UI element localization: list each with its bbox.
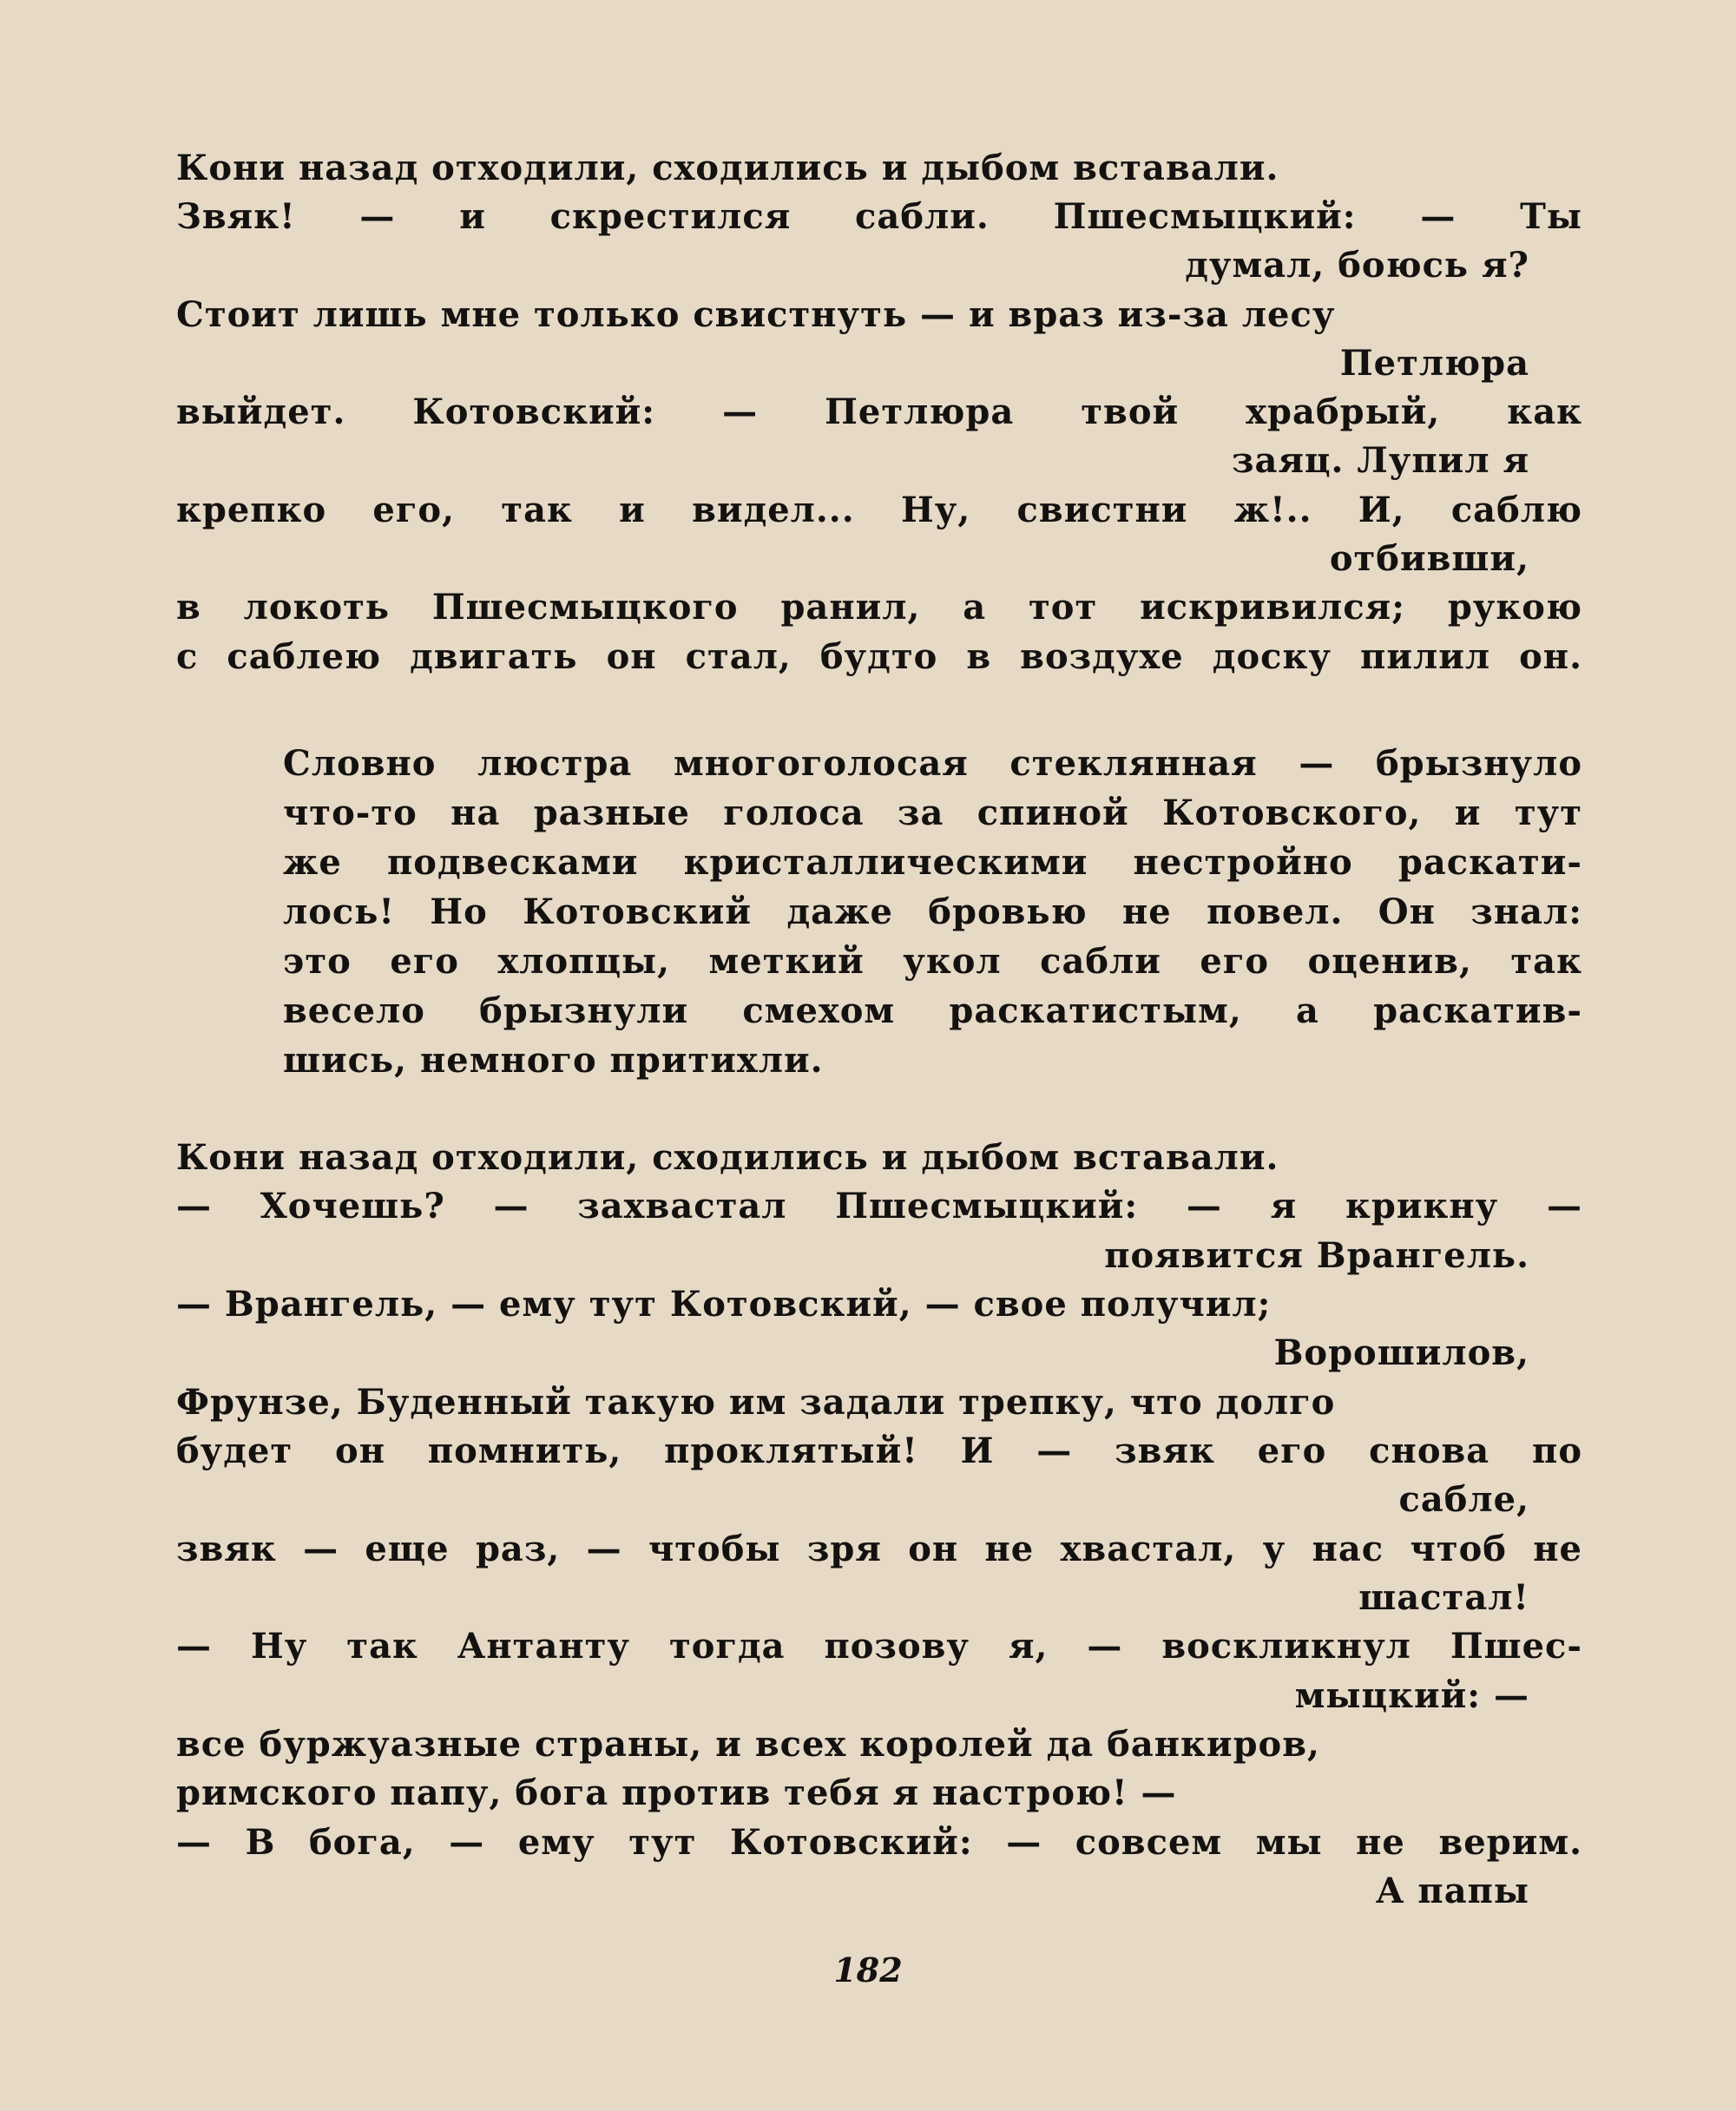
verse-line: Кони назад отходили, сходились и дыбом вставали. bbox=[176, 148, 1279, 188]
verse-line: Стоит лишь мне только свистнуть — и враз из-за лесу bbox=[176, 294, 1336, 335]
verse-line: все буржуазные страны, и всех королей да банкиров, bbox=[176, 1724, 1320, 1765]
prose-line: Словно люстра многоголосая стеклянная — брызнуло bbox=[283, 743, 1582, 784]
verse-line: в локоть Пшесмыцкого ранил, а тот искривился; рукою bbox=[176, 587, 1582, 628]
verse-line-continuation: отбивши, bbox=[1329, 538, 1529, 579]
verse-line: римского папу, бога против тебя я настрою! — bbox=[176, 1772, 1177, 1813]
prose-line: лось! Но Котовский даже бровью не повел. Он знал: bbox=[283, 891, 1582, 932]
verse-line-continuation: появится Врангель. bbox=[1104, 1235, 1529, 1276]
verse-line-continuation: думал, боюсь я? bbox=[1185, 245, 1529, 286]
verse-line: будет он помнить, проклятый! И — звяк его снова по bbox=[176, 1430, 1582, 1471]
verse-line-continuation: сабле, bbox=[1398, 1479, 1529, 1520]
verse-line: Звяк! — и скрестился сабли. Пшесмыцкий: — Ты bbox=[176, 196, 1582, 237]
verse-line: — Хочешь? — захвастал Пшесмыцкий: — я крикну — bbox=[176, 1186, 1582, 1226]
verse-line: — В бога, — ему тут Котовский: — совсем мы не верим. bbox=[176, 1822, 1582, 1863]
verse-line: — Врангель, — ему тут Котовский, — свое получил; bbox=[176, 1284, 1272, 1325]
verse-line-continuation: мыцкий: — bbox=[1294, 1675, 1529, 1716]
verse-line: крепко его, так и видел... Ну, свистни ж!.. И, саблю bbox=[176, 490, 1582, 530]
verse-line-continuation: Ворошилов, bbox=[1273, 1332, 1529, 1373]
verse-line: выйдет. Котовский: — Петлюра твой храбрый, как bbox=[176, 391, 1582, 432]
verse-line: — Ну так Антанту тогда позову я, — воскликнул Пшес- bbox=[176, 1626, 1582, 1667]
verse-line-continuation: заяц. Лупил я bbox=[1232, 440, 1529, 481]
verse-line: звяк — еще раз, — чтобы зря он не хвастал, у нас чтоб не bbox=[176, 1529, 1582, 1569]
verse-line: с саблею двигать он стал, будто в воздухе доску пилил он. bbox=[176, 636, 1582, 677]
page-number: 182 bbox=[833, 1950, 903, 1989]
prose-line: что-то на разные голоса за спиной Котовского, и тут bbox=[283, 792, 1582, 833]
prose-line: весело брызнули смехом раскатистым, а раскатив- bbox=[283, 990, 1582, 1031]
verse-line-continuation: шастал! bbox=[1358, 1577, 1529, 1618]
verse-line-continuation: А папы bbox=[1375, 1871, 1529, 1911]
prose-line: шись, немного притихли. bbox=[283, 1040, 824, 1081]
prose-line: же подвесками кристаллическими нестройно раскати- bbox=[283, 842, 1582, 883]
verse-line: Фрунзе, Буденный такую им задали трепку, что долго bbox=[176, 1382, 1336, 1423]
prose-line: это его хлопцы, меткий укол сабли его оценив, так bbox=[283, 941, 1582, 982]
verse-line-continuation: Петлюра bbox=[1339, 343, 1529, 384]
verse-line: Кони назад отходили, сходились и дыбом вставали. bbox=[176, 1137, 1279, 1178]
